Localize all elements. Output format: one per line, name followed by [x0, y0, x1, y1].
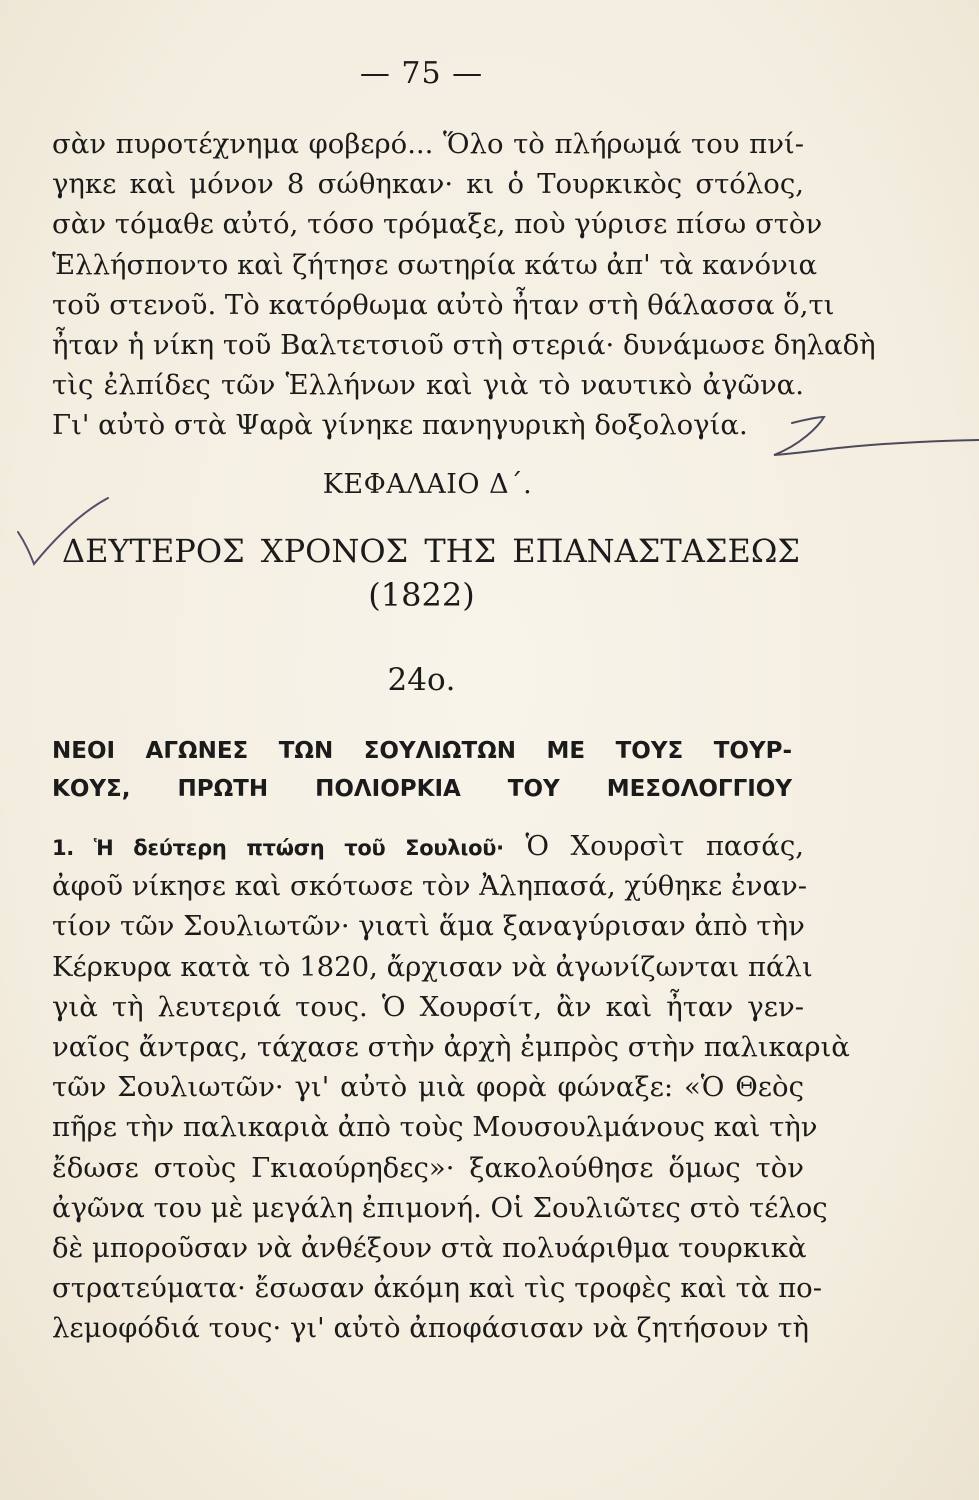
page-number: — 75 —: [359, 56, 484, 91]
text-line: τοῦ στενοῦ. Τὸ κατόρθωμα αὐτὸ ἦταν στὴ θάλασσα ὅ,τι: [52, 288, 835, 321]
lesson-title-line: ΚΟΥΣ, ΠΡΩΤΗ ΠΟΛΙΟΡΚΙΑ ΤΟΥ ΜΕΣΟΛΟΓΓΙΟΥ: [52, 776, 792, 802]
lesson-number: 24ο.: [387, 662, 456, 698]
text-line: Γι' αὐτὸ στὰ Ψαρὰ γίνηκε πανηγυρικὴ δοξολογία.: [52, 409, 748, 442]
lesson-title-line: ΝΕΟΙ ΑΓΩΝΕΣ ΤΩΝ ΣΟΥΛΙΩΤΩΝ ΜΕ ΤΟΥΣ ΤΟΥΡ-: [52, 738, 792, 764]
text-line: γηκε καὶ μόνον 8 σώθηκαν· κι ὁ Τουρκικὸς στόλος,: [52, 168, 804, 201]
text-line: τίον τῶν Σουλιωτῶν· γιατὶ ἅμα ξαναγύρισαν ἀπὸ τὴν: [52, 910, 805, 943]
text-line: ναῖος ἄντρας, τάχασε στὴν ἀρχὴ ἐμπρὸς στὴν παλικαριὰ: [52, 1030, 850, 1063]
text-line: ἦταν ἡ νίκη τοῦ Βαλτετσιοῦ στὴ στεριά· δυνάμωσε δηλαδὴ: [52, 328, 876, 361]
chapter-year: (1822): [368, 576, 475, 614]
text-line: ἀγῶνα του μὲ μεγάλη ἐπιμονή. Οἱ Σουλιῶτες στὸ τέλος: [52, 1191, 828, 1224]
text-line: σὰν πυροτέχνημα φοβερό... Ὅλο τὸ πλήρωμά του πνί-: [52, 128, 804, 160]
text-line: Κέρκυρα κατὰ τὸ 1820, ἄρχισαν νὰ ἀγωνίζωνται πάλι: [52, 950, 813, 983]
text-line: Ἑλλήσποντο καὶ ζήτησε σωτηρία κάτω ἀπ' τὰ κανόνια: [52, 248, 818, 281]
text-line: λεμοφόδιά τους· γι' αὐτὸ ἀποφάσισαν νὰ ζητήσουν τὴ: [52, 1312, 809, 1345]
paragraph-body: [52, 826, 850, 1348]
text-line: τῶν Σουλιωτῶν· γι' αὐτὸ μιὰ φορὰ φώναξε: «Ὁ Θεὸς: [52, 1071, 804, 1104]
first-text-line: [52, 826, 804, 866]
subheading: 1. Ἡ δεύτερη πτώση τοῦ Σουλιοῦ·: [52, 836, 504, 860]
chapter-title: ΔΕΥΤΕΡΟΣ ΧΡΟΝΟΣ ΤΗΣ ΕΠΑΝΑΣΤΑΣΕΩΣ: [62, 532, 800, 570]
text-line: στρατεύματα· ἔσωσαν ἀκόμη καὶ τὶς τροφὲς καὶ τὰ πο-: [52, 1272, 823, 1305]
text-line: σὰν τόμαθε αὐτό, τόσο τρόμαξε, ποὺ γύρισε πίσω στὸν: [52, 208, 823, 241]
text-fragment: Ὁ Χουρσὶτ πασάς,: [525, 830, 804, 862]
text-line: πῆρε τὴν παλικαριὰ ἀπὸ τοὺς Μουσουλμάνους καὶ τὴν: [52, 1111, 818, 1144]
text-line: τὶς ἐλπίδες τῶν Ἑλλήνων καὶ γιὰ τὸ ναυτικὸ ἀγῶνα.: [52, 369, 804, 402]
text-line: γιὰ τὴ λευτεριά τους. Ὁ Χουρσίτ, ἂν καὶ ἦταν γεν-: [52, 990, 804, 1023]
paragraph-continuation: [52, 124, 876, 446]
text-line: ἀφοῦ νίκησε καὶ σκότωσε τὸν Ἀληπασά, χύθηκε ἐναν-: [52, 870, 808, 903]
text-line: ἔδωσε στοὺς Γκιαούρηδες»· ξακολούθησε ὅμως τὸν: [52, 1151, 804, 1184]
chapter-label: ΚΕΦΑΛΑΙΟ Δ΄.: [322, 469, 533, 500]
text-line: δὲ μποροῦσαν νὰ ἀνθέξουν στὰ πολυάριθμα τουρκικὰ: [52, 1231, 807, 1264]
lesson-title: [52, 732, 792, 808]
